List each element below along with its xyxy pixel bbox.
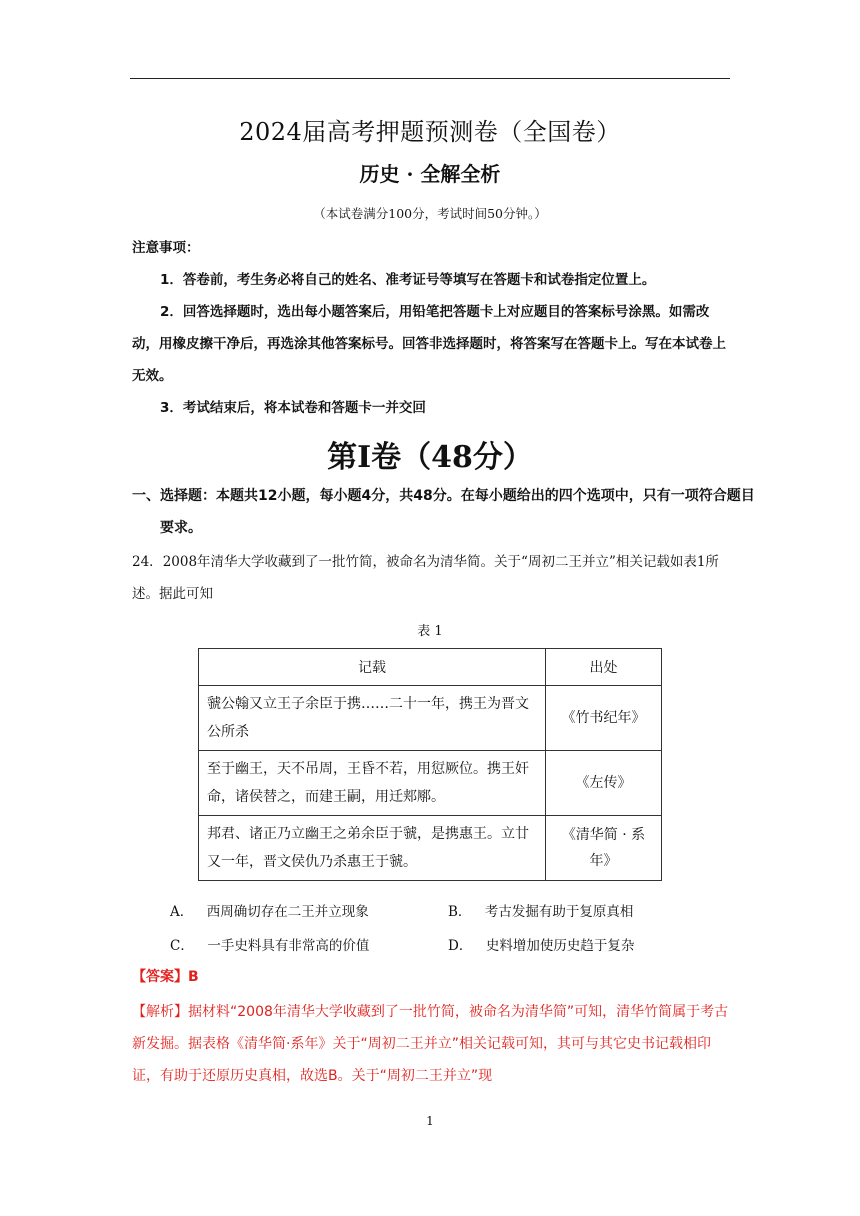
table-cell-source: 《清华简 · 系年》: [546, 816, 662, 881]
option-label: A．: [170, 904, 194, 920]
section-intro: 一、选择题：本题共12小题，每小题4分，共48分。在每小题给出的四个选项中，只有一项符合题目要求。: [132, 488, 755, 536]
notice-item-3: 3．考试结束后，将本试卷和答题卡一并交回: [160, 400, 426, 416]
table-row: [199, 751, 662, 816]
option-label: D．: [448, 938, 473, 954]
option-text: 史料增加使历史趋于复杂: [485, 938, 635, 954]
option-label: C．: [170, 938, 194, 954]
header-rule: [130, 78, 730, 79]
table-cell-record: 虢公翰又立王子余臣于携……二十一年，携王为晋文公所杀: [199, 686, 546, 751]
question-24: [132, 546, 732, 610]
exam-note: （本试卷满分100分，考试时间50分钟。）: [313, 206, 547, 221]
answer-label: 【答案】B: [132, 969, 199, 985]
option-text: 西周确切存在二王并立现象: [206, 904, 369, 920]
table-row: [199, 816, 662, 881]
question-number: 24．: [132, 554, 163, 570]
notice-item-1: 1．答卷前，考生务必将自己的姓名、准考证号等填写在答题卡和试卷指定位置上。: [160, 272, 656, 288]
option-text: 考古发掘有助于复原真相: [484, 904, 634, 920]
page-number: 1: [426, 1114, 434, 1128]
table-cell-record: 至于幽王，天不吊周，王昏不若，用愆厥位。携王奸命，诸侯替之，而建王嗣，用迁郏鄏。: [199, 751, 546, 816]
option-d: [448, 934, 634, 954]
table-cell-source: 《左传》: [546, 751, 662, 816]
part-title: 第Ⅰ卷（48分）: [327, 440, 533, 475]
table-header-source: 出处: [546, 649, 662, 686]
option-text: 一手史料具有非常高的价值: [207, 938, 370, 954]
table-row: [199, 686, 662, 751]
table-caption: 表 1: [417, 624, 443, 639]
analysis-text: 【解析】据材料“2008年清华大学收藏到了一批竹简，被命名为清华简”可知，清华竹简属于考古新发掘。据表格《清华简·系年》关于“周初二王并立”相关记载可知，其可与其它史书记载相印证，有助于还原历史真相，故选B。关于“周初二王并立”现: [132, 1004, 729, 1084]
question-stem: 2008年清华大学收藏到了一批竹简，被命名为清华简。关于“周初二王并立”相关记载如表1所述。据此可知: [132, 554, 719, 602]
table-cell-record: 邦君、诸正乃立幽王之弟余臣于虢，是携惠王。立廿又一年，晋文侯仇乃杀惠王于虢。: [199, 816, 546, 881]
option-a: [170, 900, 369, 920]
records-table: [198, 648, 662, 881]
exam-subtitle: 历史 · 全解全析: [359, 162, 501, 186]
option-b: [448, 900, 633, 920]
option-label: B．: [448, 904, 472, 920]
table-header-record: 记载: [199, 649, 546, 686]
option-c: [170, 934, 369, 954]
notice-item-2: 2．回答选择题时，选出每小题答案后，用铅笔把答题卡上对应题目的答案标号涂黑。如需改动，用橡皮擦干净后，再选涂其他答案标号。回答非选择题时，将答案写在答题卡上。写在本试卷上无效。: [132, 304, 726, 384]
table-cell-source: 《竹书纪年》: [546, 686, 662, 751]
notice-heading: 注意事项：: [132, 240, 200, 256]
table-header-row: [199, 649, 662, 686]
exam-title: 2024届高考押题预测卷（全国卷）: [239, 118, 621, 146]
